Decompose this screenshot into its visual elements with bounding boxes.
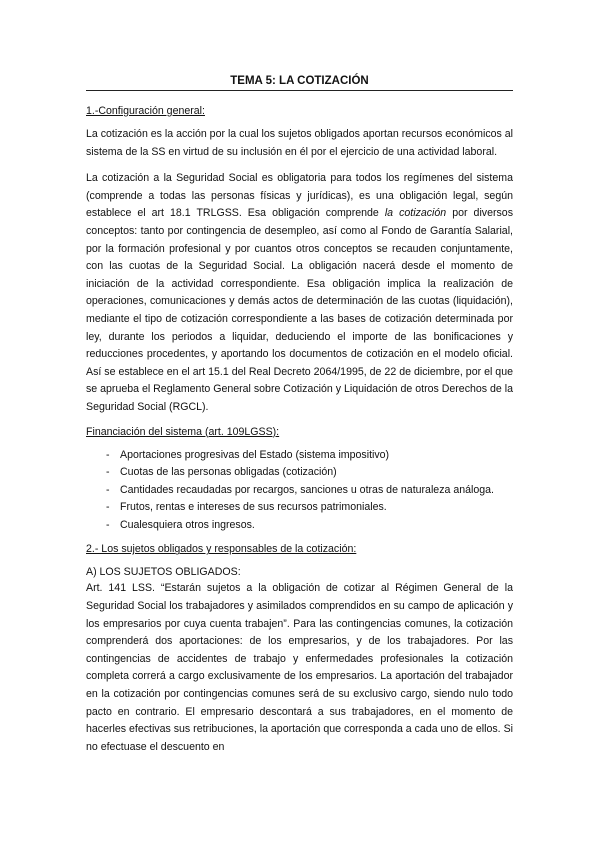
paragraph-article-141: Art. 141 LSS. “Estarán sujetos a la obligación de cotizar al Régimen General de la Seguridad Social los trabajadores y asimilados comprendidos en su campo de aplicación y los empresarios por cuya cuenta trabajen”. Para las contingencias comunes, la cotización comprenderá dos aportaciones: de los empresarios, y de los trabajadores. Por las contingencias de accidentes de trabajo y enfermedades profesionales la cotización completa correrá a cargo exclusivamente de los empresarios. La aportación del trabajador en la cotización por contingencias comunes será de su exclusivo cargo, siendo nulo todo pacto en contrario. El empresario descontará a sus trabajadores, en el momento de hacerles efectivas sus retribuciones, la aportación que corresponda a cada uno de ellos. Si no efectuase el descuento en bbox=[86, 582, 513, 753]
section-heading-configuracion: 1.-Configuración general: bbox=[86, 105, 205, 117]
document-title: TEMA 5: LA COTIZACIÓN bbox=[86, 75, 513, 91]
list-bullet: - bbox=[106, 501, 110, 514]
section-heading-financiacion: Financiación del sistema (art. 109LGSS): bbox=[86, 425, 280, 438]
list-item: - Aportaciones progresivas del Estado (sistema impositivo) bbox=[106, 447, 513, 465]
list-bullet: - bbox=[106, 518, 110, 531]
paragraph-definition: La cotización es la acción por la cual los sujetos obligados aportan recursos económicos al sistema de la SS en virtud de su inclusión en él por el ejercicio de una actividad laboral. bbox=[86, 128, 513, 158]
paragraph-obligation bbox=[86, 170, 513, 416]
list-item: - Frutos, rentas e intereses de sus recursos patrimoniales. bbox=[106, 499, 513, 517]
list-item: - Cualesquiera otros ingresos. bbox=[106, 517, 513, 535]
subsection-heading-sujetos-obligados: A) LOS SUJETOS OBLIGADOS: bbox=[86, 566, 241, 579]
list-bullet: - bbox=[106, 448, 110, 461]
paragraph-obligation-text-end: por diversos conceptos: tanto por contingencia de desempleo, así como al Fondo de Garantía Salarial, por la formación profesional y por cuantos otros conceptos se recauden conjuntamente, con las cuotas de la Seguridad Social. La obligación nacerá desde el momento de iniciación de la actividad correspondiente. Esa obligación implica la realización de operaciones, comunicaciones y demás actos de determinación de las cuotas (liquidación), mediante el tipo de cotización correspondiente a las bases de cotización determinada por ley, durante los periodos a liquidar, deduciendo el importe de las bonificaciones y reducciones procedentes, y aportando los documentos de cotización en el modelo oficial. Así se establece en el art 15.1 del Real Decreto 2064/1995, de 22 de diciembre, por el que se aprueba el Reglamento General sobre Cotización y Liquidación de otros Derechos de la Seguridad Social (RGCL). bbox=[86, 207, 513, 413]
paragraph-obligation-italic: la cotización bbox=[384, 207, 447, 220]
paragraph-obligation-text-start: La cotización a la Seguridad Social es obligatoria para todos los regímenes del sistema (comprende a todas las personas físicas y jurídicas), es una obligación legal, según establece el art 18.1 TRLGSS. Esa obligación comprende bbox=[86, 172, 513, 220]
list-bullet: - bbox=[106, 466, 110, 479]
section-heading-sujetos: 2.- Los sujetos obligados y responsables de la cotización: bbox=[86, 543, 357, 556]
financing-list bbox=[86, 447, 513, 535]
list-item: - Cantidades recaudadas por recargos, sanciones u otras de naturaleza análoga. bbox=[106, 482, 513, 500]
list-bullet: - bbox=[106, 483, 110, 496]
list-item: - Cuotas de las personas obligadas (cotización) bbox=[106, 464, 513, 482]
